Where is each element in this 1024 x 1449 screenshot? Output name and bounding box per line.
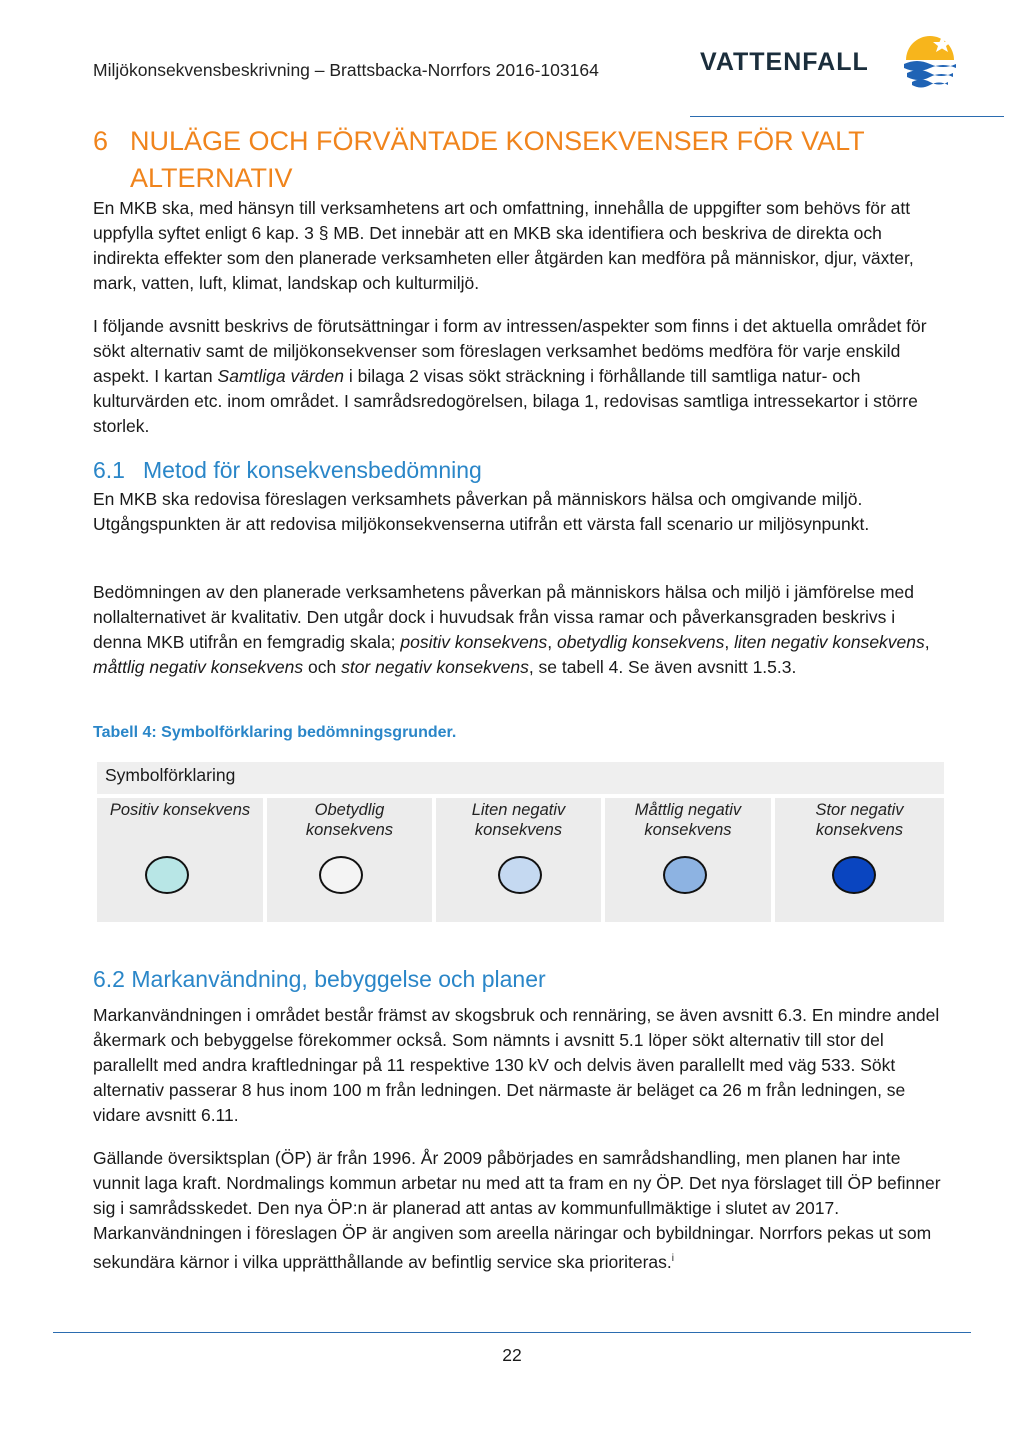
section-number: 6 bbox=[93, 126, 109, 156]
page-number: 22 bbox=[502, 1345, 522, 1365]
sun-wave-logo-icon bbox=[900, 32, 960, 92]
legend-cell-liten-negativ bbox=[436, 798, 601, 922]
paragraph-text: I följande avsnitt beskrivs de förutsättningar i form av intressen/aspekter som finns i det aktuella området för sökt alternativ samt de miljökonsekvenser som föreslagen verksamhet bedöms medföra för varje enskild aspekt. I kartan bbox=[93, 316, 927, 386]
legend-circle-icon bbox=[145, 856, 189, 894]
section-6-1-paragraph-1 bbox=[93, 487, 943, 537]
legend-circle-icon bbox=[498, 856, 542, 894]
section-title: Metod för konsekvensbedömning bbox=[143, 457, 482, 483]
table-caption: Tabell 4: Symbolförklaring bedömningsgrunder. bbox=[93, 724, 457, 741]
paragraph-text: En MKB ska redovisa föreslagen verksamhets påverkan på människors hälsa och omgivande miljö. Utgångspunkten är att redovisa miljökonsekvenserna utifrån ett värsta fall scenario ur miljösynpunkt. bbox=[93, 489, 870, 534]
section-6-paragraph-2 bbox=[93, 314, 943, 439]
legend-circle-icon bbox=[319, 856, 363, 894]
section-6-2-paragraph-1 bbox=[93, 1003, 943, 1128]
footer-divider bbox=[53, 1332, 971, 1333]
legend-circle-icon bbox=[663, 856, 707, 894]
section-6-2-paragraph-2 bbox=[93, 1146, 943, 1275]
paragraph-text: En MKB ska, med hänsyn till verksamhetens art och omfattning, innehålla de uppgifter som behövs för att uppfylla syftet enligt 6 kap. 3 § MB. Det innebär att en MKB ska identifiera och beskriva de direkta och indirekta effekter som den planerade verksamheten eller åtgärden kan medföra på människor, djur, växter, mark, vatten, luft, klimat, landskap och kulturmiljö. bbox=[93, 198, 914, 293]
legend-label: Liten negativ konsekvens bbox=[471, 801, 566, 839]
legend-circle-icon bbox=[832, 856, 876, 894]
legend-cell-stor-negativ bbox=[775, 798, 944, 922]
section-title: Markanvändning, bebyggelse och planer bbox=[131, 966, 546, 992]
section-6-1-paragraph-2: Bedömningen av den planerade verksamhetens påverkan på människors hälsa och miljö i jämförelse med nollalternativet är kvalitativ. Den utgår dock i huvudsak från vissa ramar och påverkansgraden beskrivs i denna MKB utifrån en femgradig skala; positiv konsekvens, obetydlig konsekvens, liten negativ konsekvens, måttlig negativ konsekvens och stor negativ konsekvens, se tabell 4. Se även avsnitt 1.5.3. bbox=[93, 582, 930, 677]
section-title: NULÄGE OCH FÖRVÄNTADE KONSEKVENSER FÖR VALT ALTERNATIV bbox=[130, 126, 865, 193]
table-header: Symbolförklaring bbox=[97, 762, 944, 794]
header-divider bbox=[690, 116, 1004, 117]
legend-label: Stor negativ konsekvens bbox=[815, 801, 904, 839]
footnote-marker: i bbox=[671, 1253, 674, 1264]
section-number: 6.2 bbox=[93, 966, 125, 992]
symbol-legend-table bbox=[97, 762, 944, 922]
legend-cell-positiv bbox=[97, 798, 263, 922]
section-number: 6.1 bbox=[93, 457, 125, 483]
paragraph-text: i bilaga 2 visas sökt sträckning i förhållande till samtliga natur- och kulturvärden etc. inom området. I samrådsredogörelsen, bilaga 1, redovisas samtliga intressekartor i större storlek. bbox=[93, 366, 918, 436]
vattenfall-logo bbox=[700, 32, 962, 92]
legend-cell-obetydlig bbox=[267, 798, 432, 922]
section-6-2-heading bbox=[93, 966, 546, 993]
paragraph-text: Markanvändningen i området består främst av skogsbruk och rennäring, se även avsnitt 6.3. En mindre andel åkermark och bebyggelse förekommer också. Som nämnts i avsnitt 5.1 löper sökt alternativ till stor del parallellt med andra kraftledningar på 11 respektive 130 kV och delvis även parallellt med väg 533. Sökt alternativ passerar 8 hus inom 100 m från ledningen. Det närmaste är beläget ca 26 m från ledningen, se vidare avsnitt 6.11. bbox=[93, 1005, 940, 1125]
legend-cell-mattlig-negativ bbox=[605, 798, 771, 922]
logo-wordmark: VATTENFALL bbox=[700, 48, 869, 76]
paragraph-text: Gällande översiktsplan (ÖP) är från 1996. År 2009 påbörjades en samrådshandling, men planen har inte vunnit laga kraft. Nordmalings kommun arbetar nu med att ta fram en ny ÖP. Det nya förslaget till ÖP befinner sig i samrådsskedet. Den nya ÖP:n är planerad att antas av kommunfullmäktige i slutet av 2017. Markanvändningen i föreslagen ÖP är angiven som areella näringar och bybildningar. Norrfors pekas ut som sekundära kärnor i vilka upprätthållande av befintlig service ska prioriteras. bbox=[93, 1148, 941, 1272]
legend-label: Positiv konsekvens bbox=[109, 801, 251, 819]
section-6-1-heading bbox=[93, 457, 482, 484]
legend-label: Måttlig negativ konsekvens bbox=[634, 801, 742, 839]
document-title: Miljökonsekvensbeskrivning – Brattsbacka-Norrfors 2016-103164 bbox=[93, 60, 599, 80]
section-6-paragraph-1 bbox=[93, 196, 943, 296]
legend-label: Obetydlig konsekvens bbox=[305, 801, 394, 839]
map-reference: Samtliga värden bbox=[217, 366, 344, 386]
